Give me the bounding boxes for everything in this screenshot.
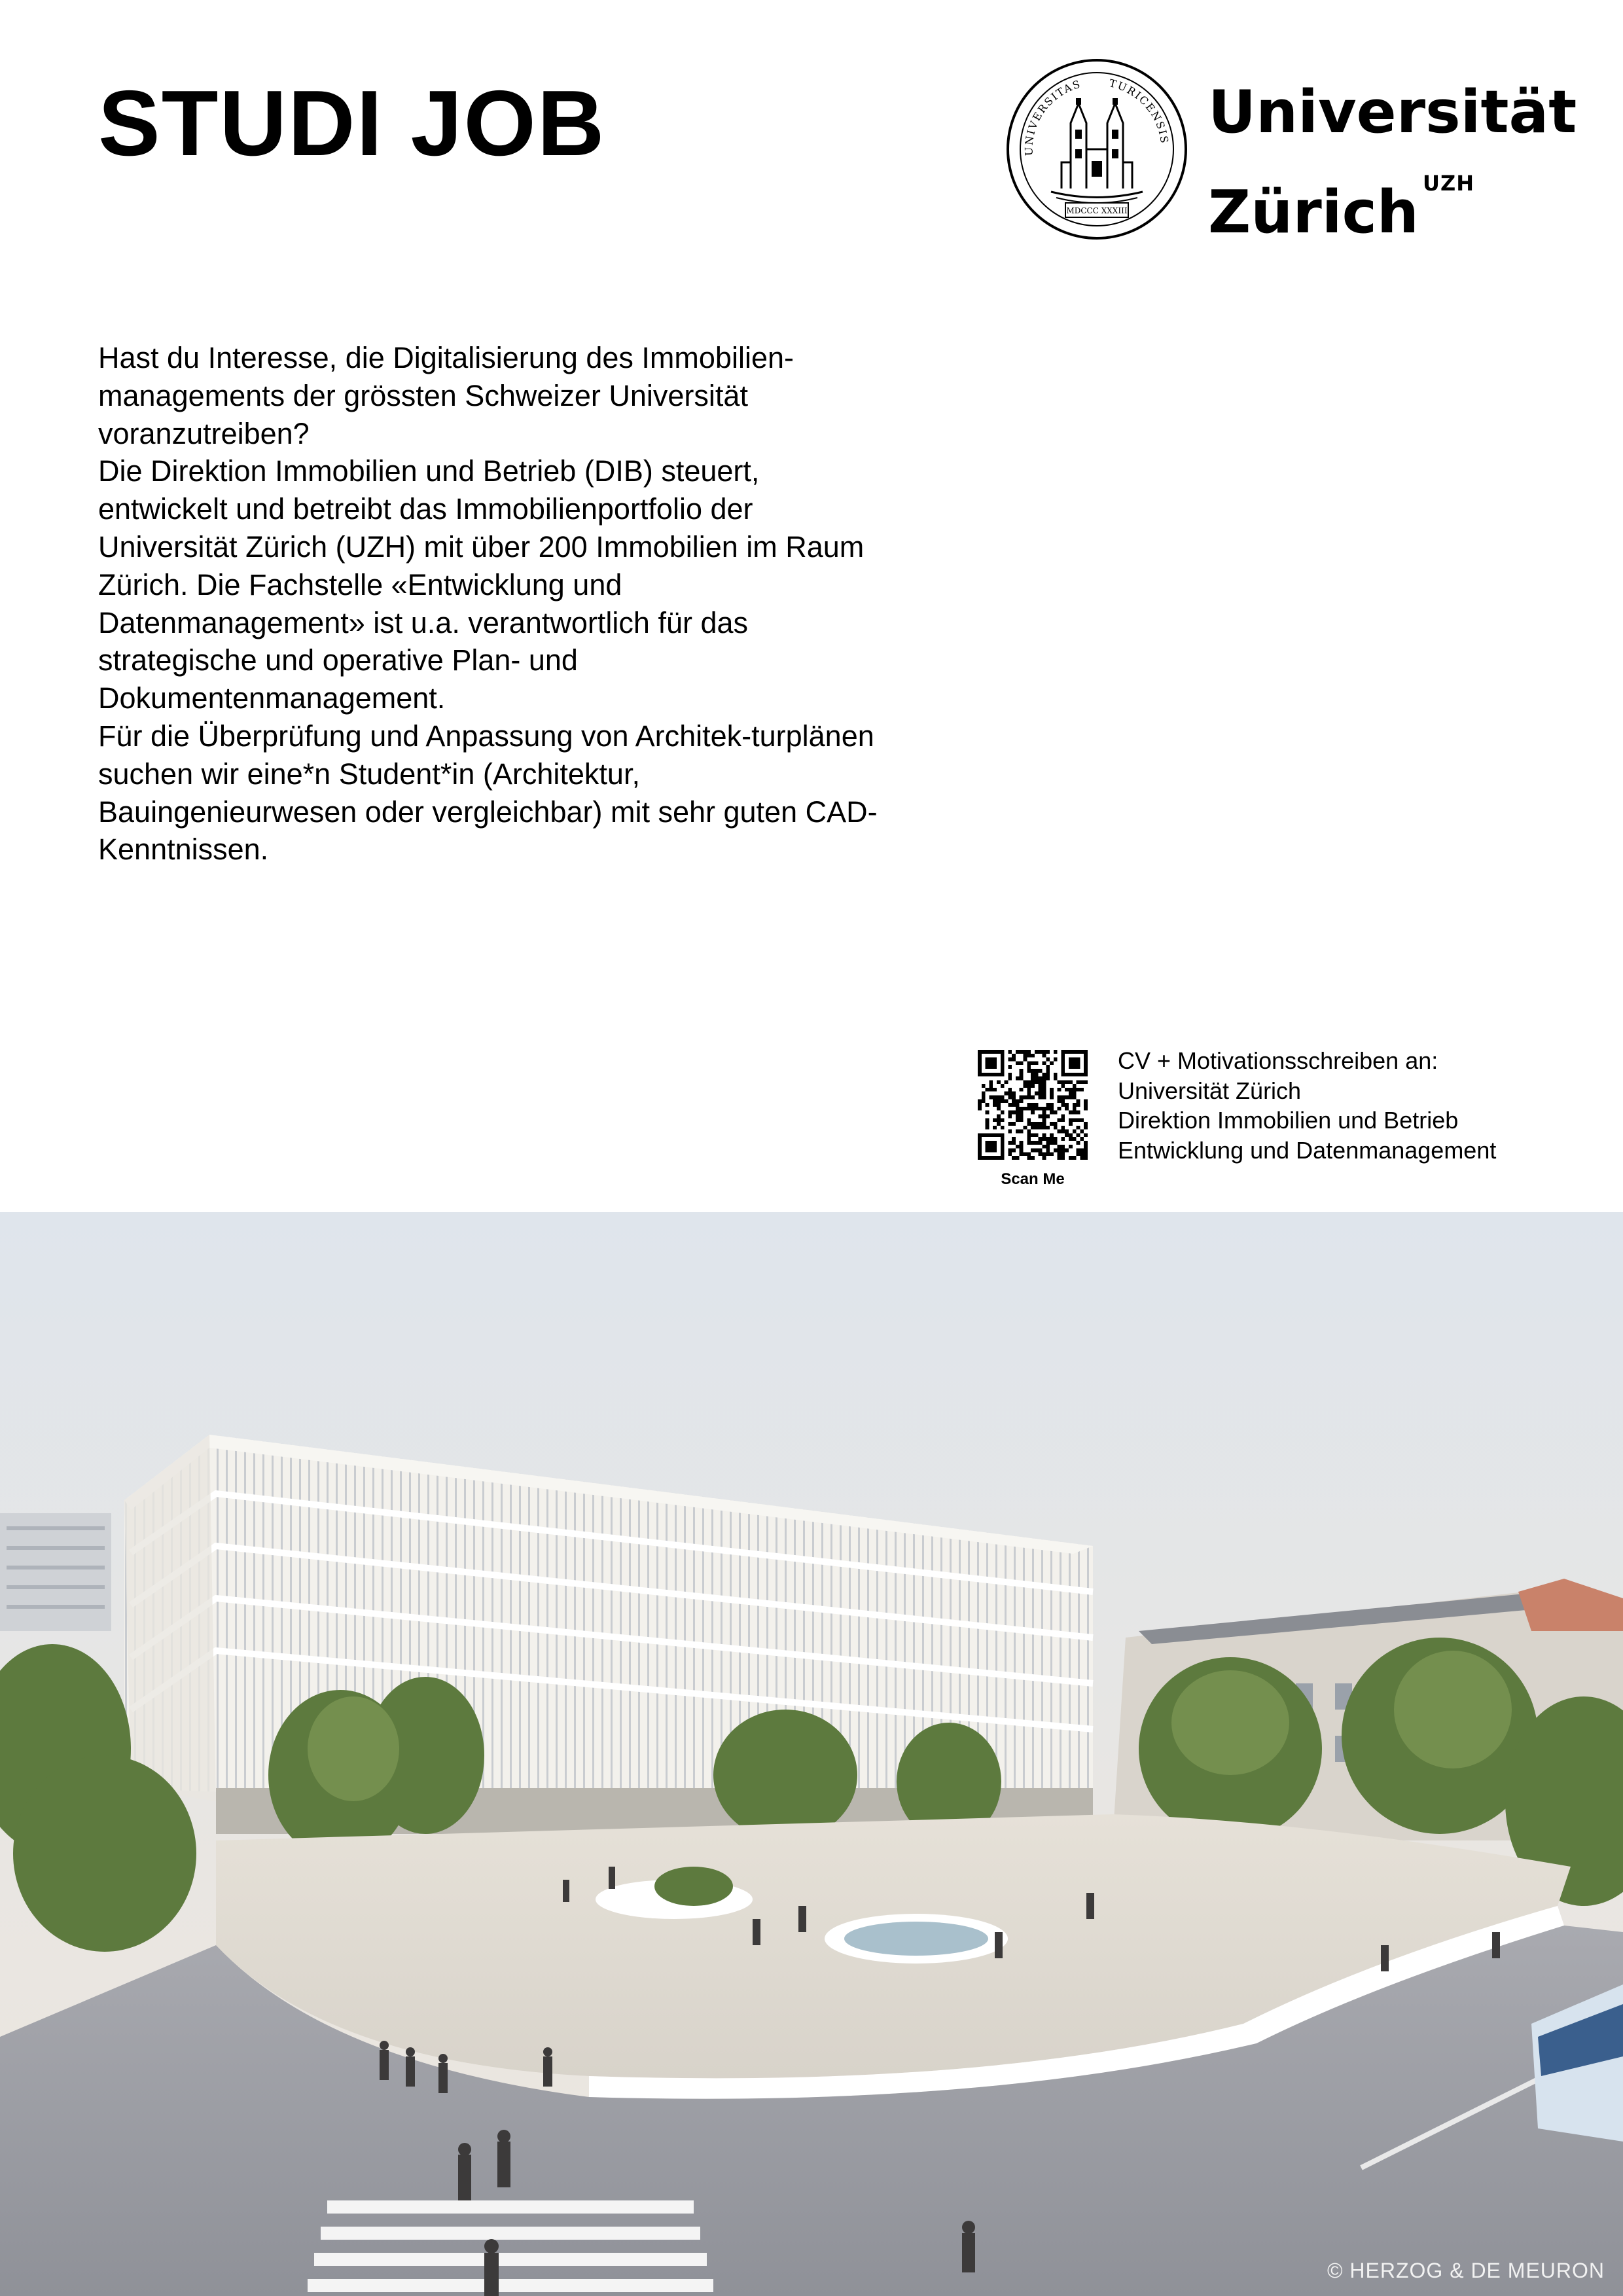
intro-paragraph-2: Die Direktion Immobilien und Betrieb (DIB) steuert, entwickelt und betreibt das Immobilienportfolio der Universität Zürich (UZH) mit über 200 Immobilien im Raum Zürich. Die Fachstelle «Entwicklung und Datenmanagement» ist u.a. verantwortlich für das strategische und operative Plan- und Dokumentenmanagement. — [98, 454, 865, 715]
qr-code-icon[interactable] — [978, 1050, 1088, 1160]
seal-text-right: TURICENSIS — [1107, 77, 1171, 145]
university-seal-icon — [1005, 58, 1188, 241]
seal-text-left: UNIVERSITAS — [1022, 77, 1083, 156]
contact-line-1: CV + Motivationsschreiben an: — [1118, 1047, 1438, 1074]
scan-me-label: Scan Me — [1001, 1170, 1065, 1188]
contact-line-4: Entwicklung und Datenmanagement — [1118, 1136, 1497, 1164]
campus-rendering-image — [0, 1212, 1623, 2296]
university-name-zurich: Zürich — [1208, 178, 1419, 247]
contact-line-2: Universität Zürich — [1118, 1077, 1302, 1104]
uzh-logo[interactable] — [1005, 58, 1577, 247]
job-description — [98, 339, 883, 869]
university-name-line1: Universität — [1208, 78, 1577, 147]
photo-credit: © HERZOG & DE MEURON — [1327, 2259, 1605, 2282]
intro-paragraph-1: Hast du Interesse, die Digitalisierung des Immobilien-managements der grössten Schweizer Universität voranzutreiben? — [98, 341, 794, 450]
poster-title: STUDI JOB — [98, 71, 606, 175]
contact-line-3: Direktion Immobilien und Betrieb — [1118, 1107, 1459, 1134]
contact-address — [1118, 1046, 1602, 1165]
intro-paragraph-3: Für die Überprüfung und Anpassung von Architek-turplänen suchen wir eine*n Student*in (Architektur, Bauingenieurwesen oder vergleichbar) mit sehr guten CAD-Kenntnissen. — [98, 719, 878, 867]
qr-code-block[interactable] — [978, 1050, 1088, 1189]
university-abbreviation: UZH — [1423, 171, 1474, 196]
university-name-line2 — [1208, 148, 1577, 248]
campus-rendering-photo — [0, 1212, 1623, 2296]
university-name — [1208, 77, 1577, 248]
seal-year: MDCCC XXXIII — [1066, 206, 1128, 215]
